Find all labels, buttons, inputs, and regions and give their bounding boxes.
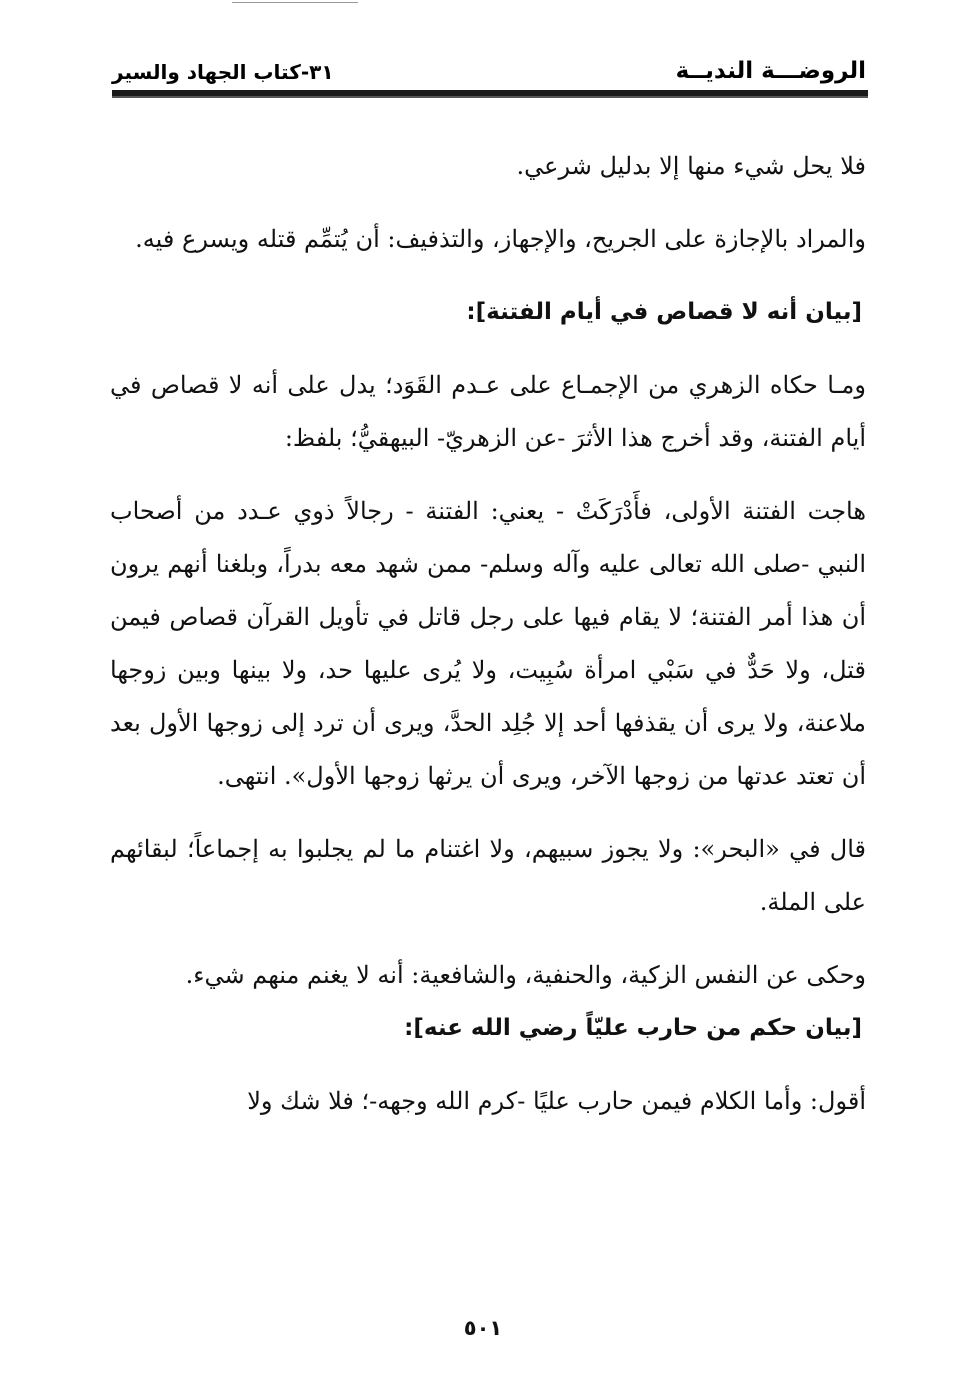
page-header	[112, 52, 866, 92]
paragraph: والمراد بالإجازة على الجريح، والإجهاز، والتذفيف: أن يُتمِّم قتله ويسرع فيه.	[135, 225, 866, 253]
section-heading: [بيان حكم من حارب عليّاً رضي الله عنه]:	[404, 1015, 862, 1041]
paragraph: قال في «البحر»: ولا يجوز سبيهم، ولا اغتنام ما لم يجلبوا به إجماعاً؛ لبقائهم على الملة.	[110, 835, 866, 916]
section-heading: [بيان أنه لا قصاص في أيام الفتنة]:	[466, 299, 862, 325]
body-text	[110, 140, 866, 1128]
paragraph: ومـا حكاه الزهري من الإجمـاع على عـدم القَوَد؛ يدل على أنه لا قصاص في أيام الفتنة، وقد أخرج هذا الأثرَ -عن الزهريّ- البيهقيُّ؛ بلفظ:	[110, 371, 867, 452]
paragraph: فلا يحل شيء منها إلا بدليل شرعي.	[516, 152, 866, 180]
top-edge-line	[232, 2, 358, 3]
page-number: ٥٠١	[463, 1316, 503, 1340]
header-divider	[112, 90, 868, 98]
paragraph: وحكى عن النفس الزكية، والحنفية، والشافعية: أنه لا يغنم منهم شيء.	[185, 961, 866, 989]
paragraph: أقول: وأما الكلام فيمن حارب عليًا -كرم الله وجهه-؛ فلا شك ولا	[247, 1087, 866, 1115]
running-title: الروضـــة النديــة	[675, 58, 866, 84]
chapter-title: ٣١-كتاب الجهاد والسير	[112, 60, 334, 84]
quotation-paragraph: هاجت الفتنة الأولى، فأَدْرَكَتْ - يعني: الفتنة - رجالاً ذوي عـدد من أصحاب النبي -صلى الله تعالى عليه وآله وسلم- ممن شهد معه بدراً، وبلغنا أنهم يرون أن هذا أمر الفتنة؛ لا يقام فيها على رجل قاتل في تأويل القرآن قصاص فيمن قتل، ولا حَدٌّ في سَبْي امرأة سُبِيت، ولا يُرى عليها حد، ولا بينها وبين زوجها ملاعنة، ولا يرى أن يقذفها أحد إلا جُلِد الحدَّ، ويرى أن ترد إلى زوجها الأول بعد أن تعتد عدتها من زوجها الآخر، ويرى أن يرثها زوجها الأول». انتهى.	[110, 497, 866, 790]
